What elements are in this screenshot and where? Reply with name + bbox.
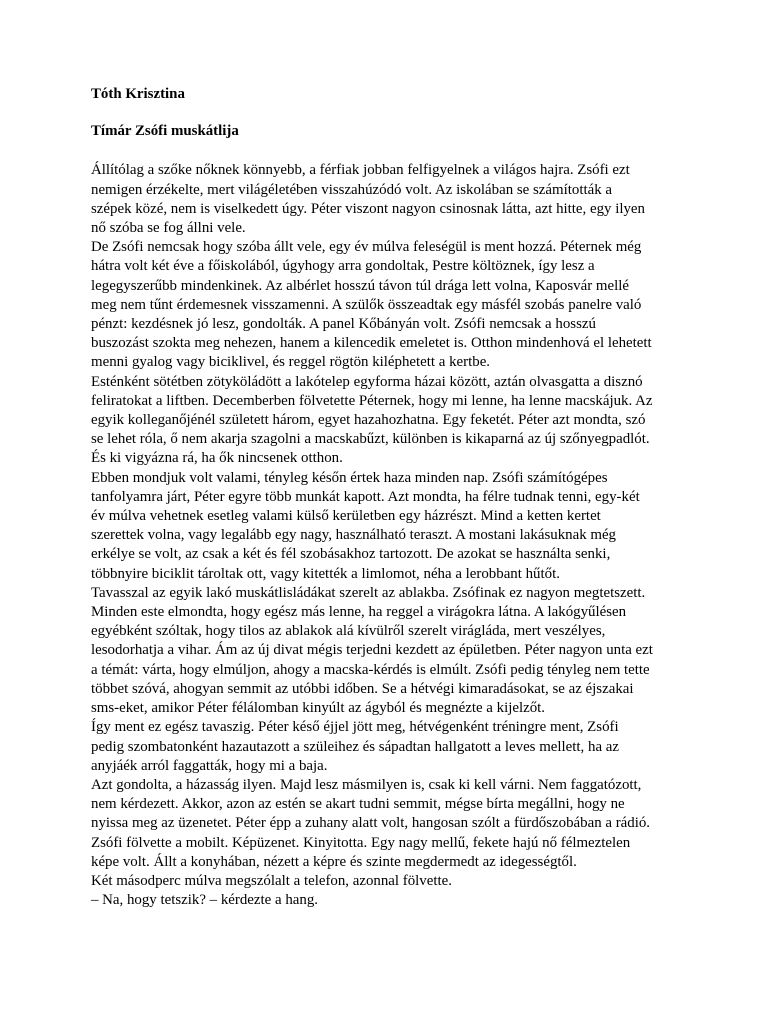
paragraph: Azt gondolta, a házasság ilyen. Majd lesz másmilyen is, csak ki kell várni. Nem faggatózott, nem kérdezett. Akkor, azon az estén se akart tudni semmit, mégse bírta megállni, hogy ne nyissa meg az üzenetet. Péter épp a zuhany alatt volt, hangosan szólt a fürdőszobában a rádió. Zsófi fölvette a mobilt. Képüzenet. Kinyitotta. Egy nagy mellű, fekete hajú nő félmeztelen képe volt. Állt a konyhában, nézett a képre és szinte megdermedt az idegességtől.	[91, 776, 651, 870]
paragraph: Állítólag a szőke nőknek könnyebb, a férfiak jobban felfigyelnek a világos hajra. Zsófi ezt nemigen érzékelte, mert világéletében visszahúzódó volt. Az iskolában se számították a szépek közé, nem is viselkedett úgy. Péter viszont nagyon csinosnak látta, azt hitte, egy ilyen nő szóba se fog állni vele.	[91, 162, 645, 237]
paragraph: Két másodperc múlva megszólalt a telefon, azonnal fölvette.	[91, 872, 452, 889]
author-name: Tóth Krisztina	[91, 86, 185, 102]
paragraph: Tavasszal az egyik lakó muskátlisládákat szerelt az ablakba. Zsófinak ez nagyon megtetszett. Minden este elmondta, hogy egész más lenne, ha reggel a virágokra látna. A lakógyűlésen egyébként szóltak, hogy tilos az ablakok alá kívülről szerelt virágláda, mert veszélyes, lesodorhatja a vihar. Ám az új divat mégis terjedni kezdett az épületben. Péter nagyon unta ezt a témát: várta, hogy elmúljon, ahogy a macska-kérdés is elmúlt. Zsófi pedig tényleg nem tette többet szóvá, ahogyan semmit az utóbbi időben. Se a hétvégi kimaradásokat, se az éjszakai sms-eket, amikor Péter félálomban kinyúlt az ágyból és megnézte a kijelzőt.	[91, 584, 653, 717]
document-content	[91, 85, 691, 910]
paragraph: De Zsófi nemcsak hogy szóba állt vele, egy év múlva feleségül is ment hozzá. Péternek még hátra volt két éve a főiskolából, úgyhogy arra gondoltak, Pestre költöznek, így lesz a legegyszerűbb mindenkinek. Az albérlet hosszú távon túl drága lett volna, Kaposvár mellé meg nem tűnt érdemesnek visszamenni. A szülők összeadtak egy másfél szobás panelre való pénzt: kezdésnek jó lesz, gondolták. A panel Kőbányán volt. Zsófi nemcsak a hosszú buszozást szokta meg nehezen, hanem a kilencedik emeletet is. Otthon mindenhová el lehetett menni gyalog vagy biciklivel, és reggel rögtön kiléphetett a kertbe.	[91, 239, 652, 371]
story-title: Tímár Zsófi muskátlija	[91, 123, 239, 140]
story-body	[91, 161, 691, 910]
paragraph: – Na, hogy tetszik? – kérdezte a hang.	[91, 892, 318, 909]
paragraph: Így ment ez egész tavaszig. Péter késő éjjel jött meg, hétvégenként tréningre ment, Zsófi pedig szombatonként hazautazott a szüleihez és sápadtan hallgatott a leves mellett, ha az anyjáék arról faggatták, hogy mi a baja.	[91, 719, 619, 774]
paragraph: Ebben mondjuk volt valami, tényleg későn értek haza minden nap. Zsófi számítógépes tanfolyamra járt, Péter egyre több munkát kapott. Azt mondta, ha félre tudnak tenni, egy-két év múlva vehetnek esetleg valami külső kerületben egy házrészt. Mind a ketten kertet szerettek volna, vagy legalább egy nagy, használható teraszt. A mostani lakásuknak még erkélye se volt, az csak a két és fél szobásakhoz tartozott. De azokat se használta senki, többnyire biciklit tároltak ott, vagy kitették a limlomot, néha a lerobbant hűtőt.	[91, 469, 640, 582]
paragraph: Esténként sötétben zötyköládött a lakótelep egyforma házai között, aztán olvasgatta a disznó feliratokat a liftben. Decemberben fölvetette Péternek, hogy mi lenne, ha lenne macskájuk. Az egyik kolleganőjénél született három, egyet hazahozhatna. Egy feketét. Péter azt mondta, szó se lehet róla, ő nem akarja szagolni a macskabűzt, különben is kikaparná az új szőnyegpadlót. És ki vigyázna rá, ha ők nincsenek otthon.	[91, 373, 653, 467]
